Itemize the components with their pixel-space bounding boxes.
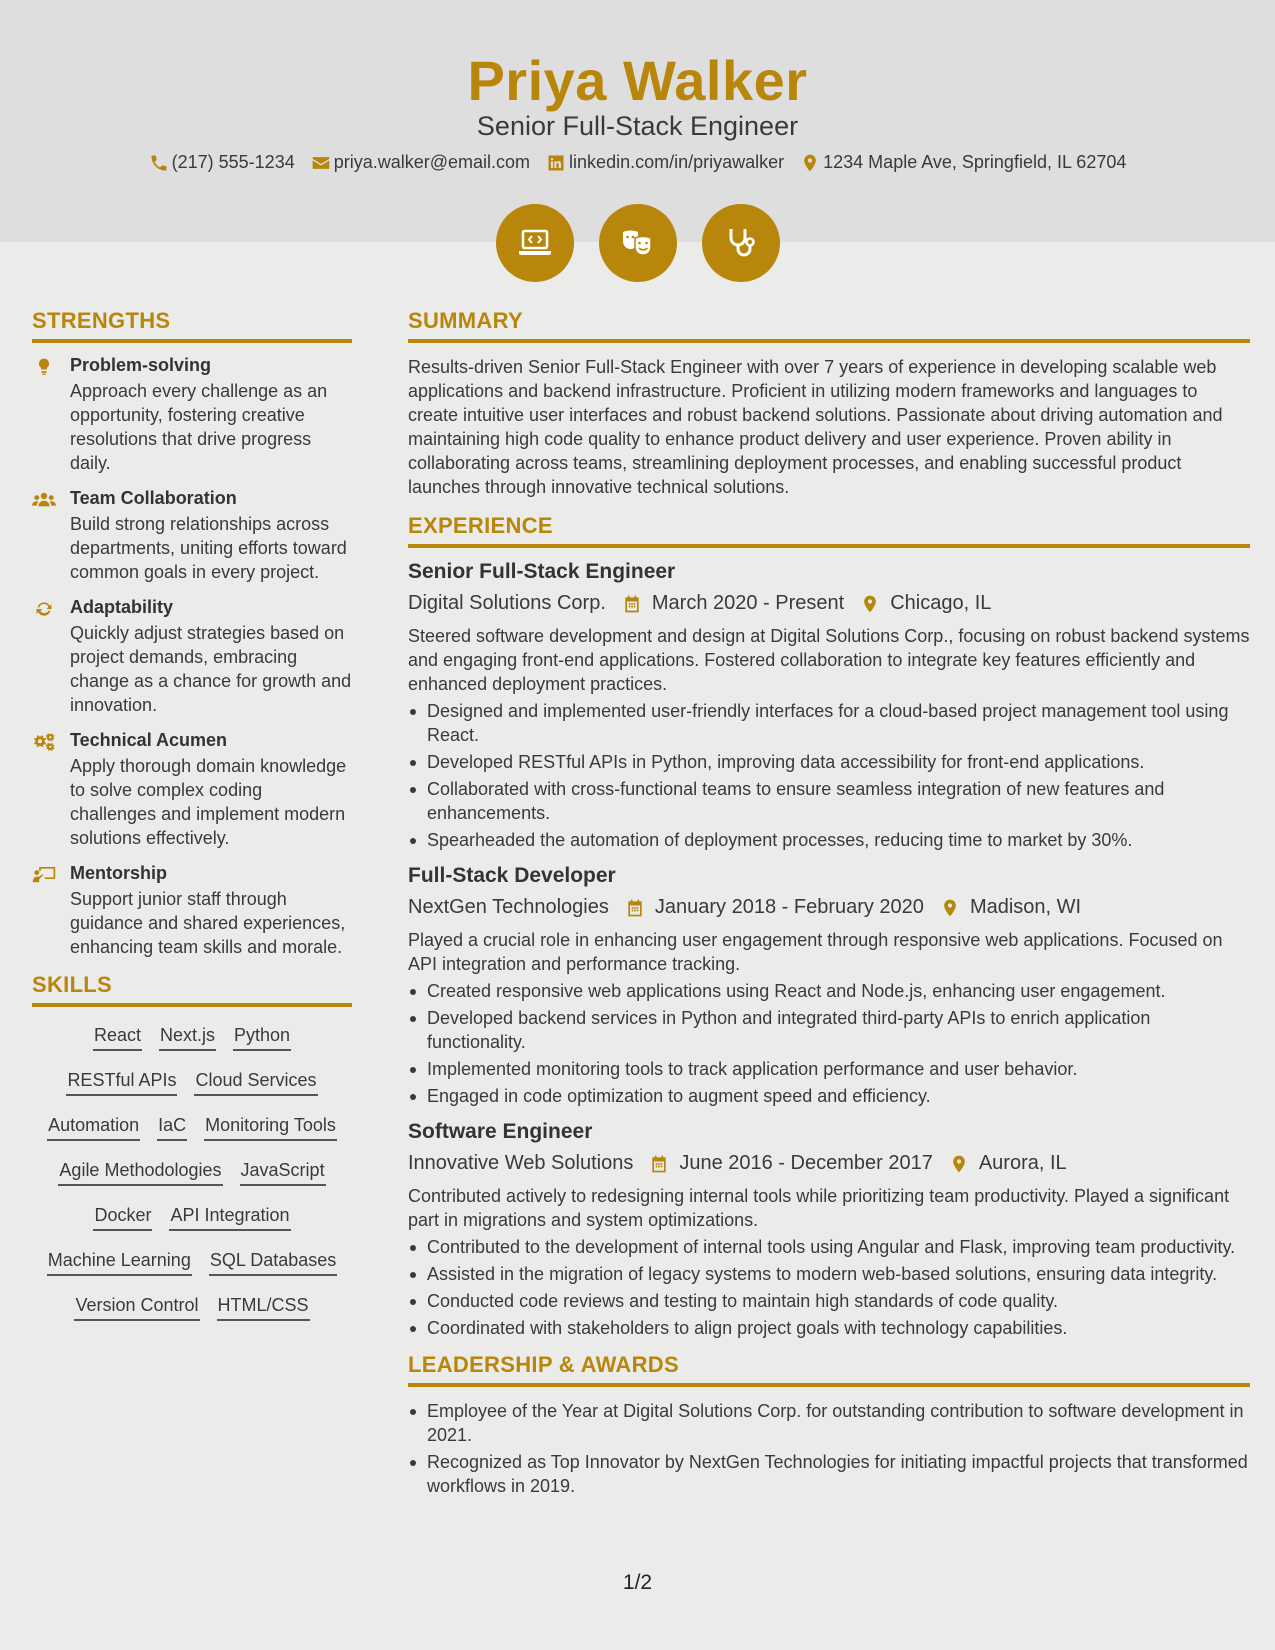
job-location: Madison, WI [969,896,1082,918]
skill-tag: API Integration [169,1205,290,1231]
summary-heading: SUMMARY [408,308,1250,343]
stethoscope-icon [721,223,761,263]
calendar-icon [649,1154,669,1174]
job-bullets [408,979,1250,1108]
skills-list [32,1019,352,1321]
job-entry [408,1120,1250,1340]
job-dates: June 2016 - December 2017 [679,1152,933,1174]
job-bullets [408,699,1250,852]
job-meta [408,896,1250,919]
list-item: Contributed to the development of internal tools using Angular and Flask, improving team productivity. [408,1235,1250,1259]
lightbulb-icon [32,357,56,377]
list-item: Recognized as Top Innovator by NextGen Technologies for initiating impactful projects that transformed workflows in 2019. [408,1450,1250,1498]
contact-bar [0,152,1275,173]
summary-text: Results-driven Senior Full-Stack Engineer with over 7 years of experience in developing scalable web applications and backend infrastructure. Proficient in utilizing modern frameworks and languages to create intuitive user interfaces and robust backend solutions. Passionate about driving automation and maintaining high code quality to enhance product delivery and user experience. Proven ability in collaborating across teams, streamlining deployment processes, and enabling successful product launches through innovative technical solutions. [408,357,1223,497]
phone-text: (217) 555-1234 [171,152,295,172]
strength-item [32,730,352,850]
skill-tag: SQL Databases [209,1250,337,1276]
address-text: 1234 Maple Ave, Springfield, IL 62704 [823,152,1127,172]
list-item: Developed RESTful APIs in Python, improving data accessibility for front-end applications. [408,750,1250,774]
job-description: Steered software development and design at Digital Solutions Corp., focusing on robust backend systems and engaging front-end applications. Fostered collaboration to integrate key features efficiently and enhanced deployment practices. [408,626,1250,694]
awards-heading: LEADERSHIP & AWARDS [408,1352,1250,1387]
theater-masks-icon [618,223,658,263]
calendar-icon [625,898,645,918]
list-item: Conducted code reviews and testing to maintain high standards of code quality. [408,1289,1250,1313]
list-item: Created responsive web applications using React and Node.js, enhancing user engagement. [408,979,1250,1003]
skills-section [32,972,352,1321]
experience-heading: EXPERIENCE [408,513,1250,548]
map-marker-icon [940,898,960,918]
skill-tag: RESTful APIs [66,1070,177,1096]
contact-email[interactable] [311,152,530,173]
list-item: Spearheaded the automation of deployment processes, reducing time to market by 30%. [408,828,1250,852]
list-item: Designed and implemented user-friendly interfaces for a cloud-based project management tool using React. [408,699,1250,747]
candidate-name: Priya Walker [467,49,808,112]
job-company: Innovative Web Solutions [408,1152,634,1174]
map-marker-icon [860,594,880,614]
chalkboard-teacher-icon [32,865,56,885]
strength-title: Adaptability [70,597,174,617]
strength-item [32,597,352,717]
contact-linkedin[interactable] [546,152,784,173]
linkedin-icon [546,153,566,173]
left-column [32,308,352,1321]
contact-address [800,152,1126,173]
strength-desc: Quickly adjust strategies based on project demands, embracing change as a chance for growth and innovation. [70,623,352,715]
strength-item [32,488,352,584]
list-item: Employee of the Year at Digital Solutions Corp. for outstanding contribution to software development in 2021. [408,1399,1250,1447]
job-meta [408,592,1250,615]
skill-tag: Next.js [159,1025,216,1051]
hobby-icons [0,204,1275,282]
job-description: Contributed actively to redesigning internal tools while prioritizing team productivity. Played a significant part in migrations and system optimizations. [408,1186,1230,1230]
sync-icon [32,599,56,619]
phone-icon [149,153,169,173]
skill-tag: Cloud Services [194,1070,317,1096]
map-marker-icon [800,153,820,173]
users-icon [32,490,56,510]
strength-item [32,355,352,475]
list-item: Collaborated with cross-functional teams to ensure seamless integration of new features and enhancements. [408,777,1250,825]
job-entry [408,560,1250,852]
strength-desc: Approach every challenge as an opportunity, fostering creative resolutions that drive progress daily. [70,381,328,473]
hobby-medicine [702,204,780,282]
job-company: NextGen Technologies [408,896,609,918]
map-marker-icon [949,1154,969,1174]
job-title: Senior Full-Stack Engineer [408,560,676,583]
skill-tag: Monitoring Tools [204,1115,337,1141]
list-item: Assisted in the migration of legacy systems to modern web-based solutions, ensuring data integrity. [408,1262,1250,1286]
skill-tag: HTML/CSS [217,1295,310,1321]
list-item: Developed backend services in Python and integrated third-party APIs to enrich application functionality. [408,1006,1250,1054]
job-location: Aurora, IL [978,1152,1067,1174]
page-number: 1/2 [622,1571,653,1594]
job-company: Digital Solutions Corp. [408,592,606,614]
contact-phone[interactable] [149,152,295,173]
calendar-icon [622,594,642,614]
job-entry [408,864,1250,1108]
linkedin-text: linkedin.com/in/priyawalker [569,152,785,172]
skills-heading: SKILLS [32,972,352,1007]
skill-tag: Agile Methodologies [58,1160,222,1186]
strength-title: Technical Acumen [70,730,228,750]
candidate-role: Senior Full-Stack Engineer [476,111,799,141]
hobby-coding [496,204,574,282]
list-item: Coordinated with stakeholders to align project goals with technology capabilities. [408,1316,1250,1340]
laptop-code-icon [515,223,555,263]
awards-list [408,1399,1250,1498]
skill-tag: Automation [47,1115,140,1141]
strength-desc: Apply thorough domain knowledge to solve complex coding challenges and implement modern solutions effectively. [70,756,347,848]
strength-desc: Support junior staff through guidance and shared experiences, enhancing team skills and morale. [70,889,346,957]
job-dates: January 2018 - February 2020 [654,896,924,918]
skill-tag: Docker [93,1205,152,1231]
email-text: priya.walker@email.com [333,152,531,172]
job-description: Played a crucial role in enhancing user engagement through responsive web applications. Focused on API integration and performance tracking. [408,930,1223,974]
strength-desc: Build strong relationships across departments, uniting efforts toward common goals in every project. [70,514,347,582]
list-item: Engaged in code optimization to augment speed and efficiency. [408,1084,1250,1108]
cogs-icon [32,732,56,752]
skill-tag: React [93,1025,142,1051]
job-bullets [408,1235,1250,1340]
strength-title: Mentorship [70,863,167,883]
skill-tag: JavaScript [240,1160,326,1186]
strength-title: Problem-solving [70,355,212,375]
job-title: Software Engineer [408,1120,593,1143]
envelope-icon [311,153,331,173]
skill-tag: Machine Learning [47,1250,192,1276]
strength-title: Team Collaboration [70,488,237,508]
list-item: Implemented monitoring tools to track application performance and user behavior. [408,1057,1250,1081]
hobby-theater [599,204,677,282]
right-column [408,308,1250,1498]
job-dates: March 2020 - Present [651,592,845,614]
skill-tag: Version Control [74,1295,199,1321]
strength-item [32,863,352,959]
job-meta [408,1152,1250,1175]
job-location: Chicago, IL [890,592,992,614]
skill-tag: IaC [157,1115,187,1141]
skill-tag: Python [233,1025,291,1051]
job-title: Full-Stack Developer [408,864,616,887]
strengths-heading: STRENGTHS [32,308,352,343]
